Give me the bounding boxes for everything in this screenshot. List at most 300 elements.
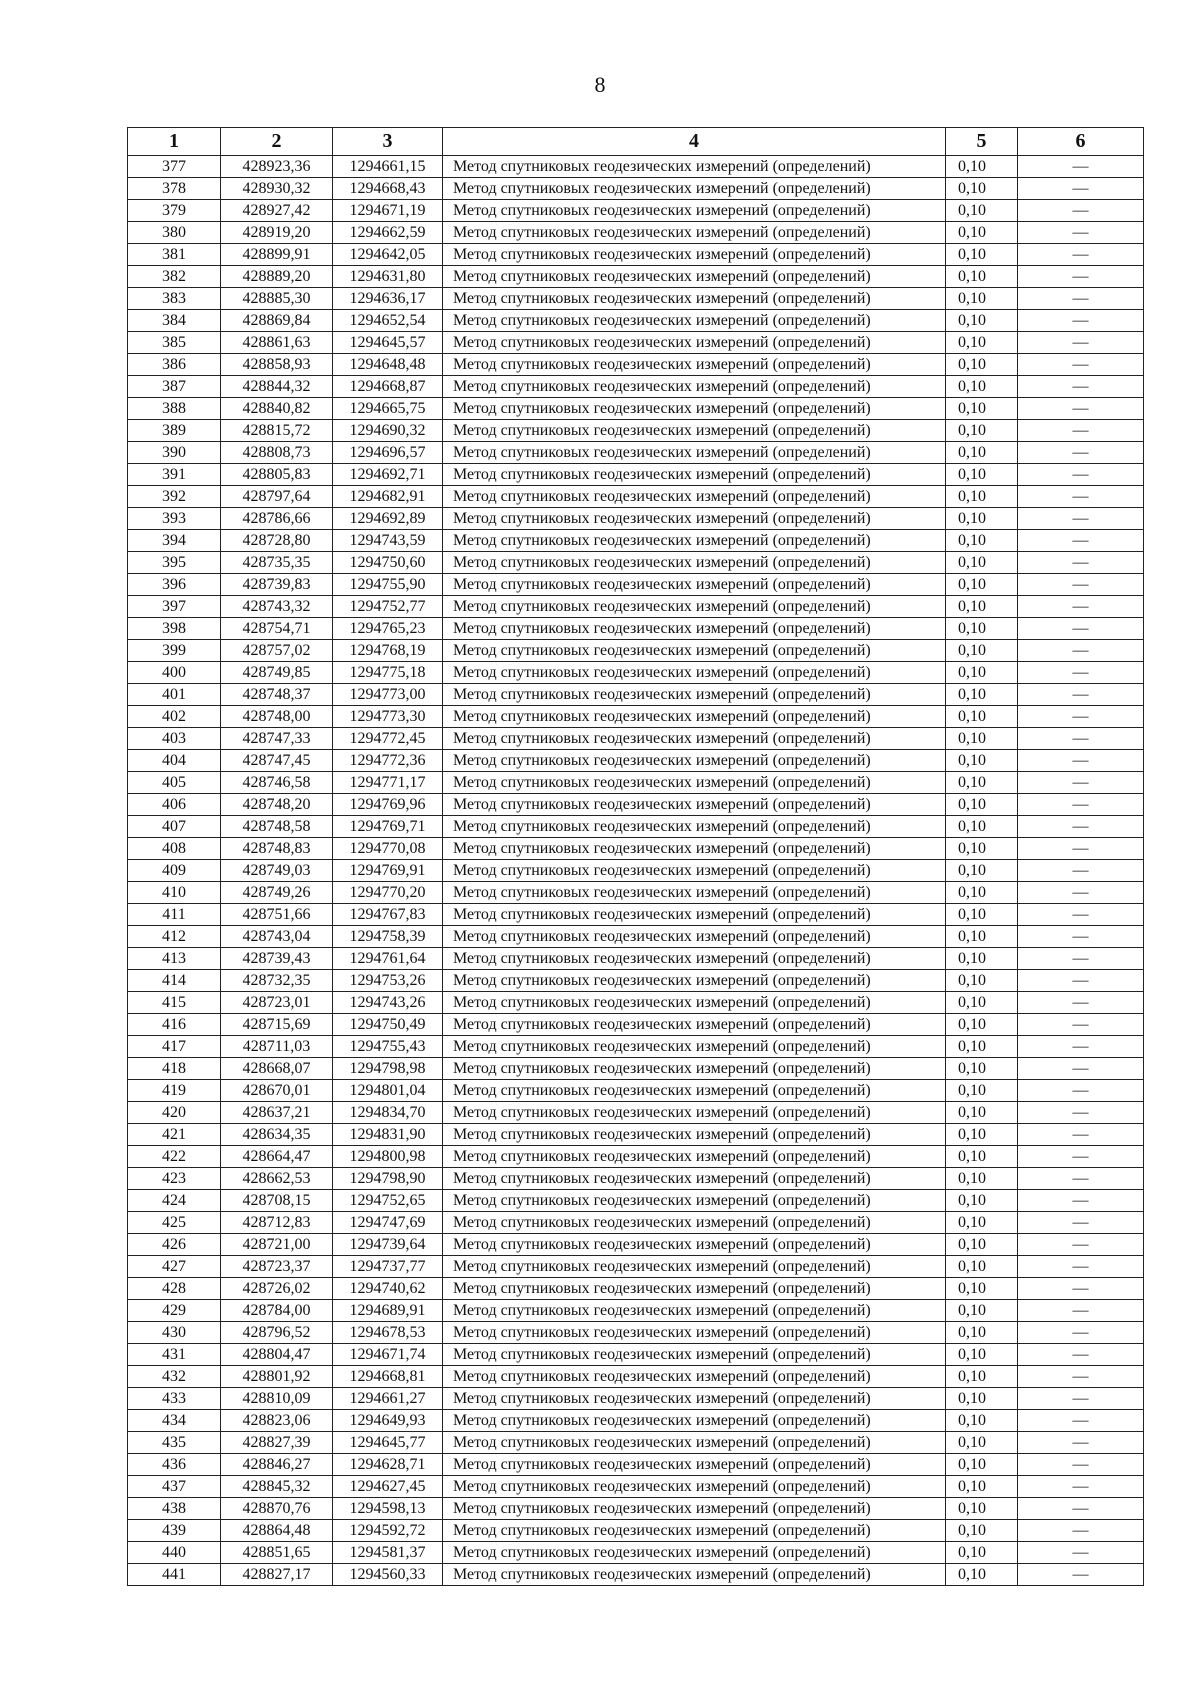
description-cell: — [1018,1366,1144,1388]
accuracy-cell: 0,10 [946,970,1018,992]
method-cell: Метод спутниковых геодезических измерений (определений) [443,222,946,244]
accuracy-cell: 0,10 [946,398,1018,420]
y-coordinate-cell: 1294765,23 [333,618,443,640]
accuracy-cell: 0,10 [946,310,1018,332]
table-row [128,1080,1144,1102]
table-row [128,288,1144,310]
accuracy-cell: 0,10 [946,794,1018,816]
method-cell: Метод спутниковых геодезических измерений (определений) [443,156,946,178]
point-number-cell: 434 [128,1410,221,1432]
table-row [128,420,1144,442]
method-cell: Метод спутниковых геодезических измерений (определений) [443,992,946,1014]
accuracy-cell: 0,10 [946,596,1018,618]
table-body [128,156,1144,1586]
accuracy-cell: 0,10 [946,1564,1018,1586]
x-coordinate-cell: 428748,20 [221,794,333,816]
description-cell: — [1018,1520,1144,1542]
point-number-cell: 438 [128,1498,221,1520]
header-col-4: 4 [443,128,946,156]
description-cell: — [1018,1476,1144,1498]
x-coordinate-cell: 428749,85 [221,662,333,684]
method-cell: Метод спутниковых геодезических измерений (определений) [443,1036,946,1058]
accuracy-cell: 0,10 [946,684,1018,706]
y-coordinate-cell: 1294761,64 [333,948,443,970]
method-cell: Метод спутниковых геодезических измерений (определений) [443,1454,946,1476]
accuracy-cell: 0,10 [946,1278,1018,1300]
point-number-cell: 411 [128,904,221,926]
point-number-cell: 409 [128,860,221,882]
accuracy-cell: 0,10 [946,948,1018,970]
accuracy-cell: 0,10 [946,1344,1018,1366]
table-row [128,1102,1144,1124]
table-row [128,640,1144,662]
description-cell: — [1018,640,1144,662]
y-coordinate-cell: 1294755,43 [333,1036,443,1058]
point-number-cell: 379 [128,200,221,222]
y-coordinate-cell: 1294627,45 [333,1476,443,1498]
table-row [128,376,1144,398]
description-cell: — [1018,1498,1144,1520]
x-coordinate-cell: 428735,35 [221,552,333,574]
table-row [128,904,1144,926]
y-coordinate-cell: 1294773,30 [333,706,443,728]
description-cell: — [1018,1212,1144,1234]
method-cell: Метод спутниковых геодезических измерений (определений) [443,904,946,926]
accuracy-cell: 0,10 [946,442,1018,464]
accuracy-cell: 0,10 [946,1190,1018,1212]
method-cell: Метод спутниковых геодезических измерений (определений) [443,1014,946,1036]
x-coordinate-cell: 428827,17 [221,1564,333,1586]
method-cell: Метод спутниковых геодезических измерений (определений) [443,838,946,860]
header-col-6: 6 [1018,128,1144,156]
y-coordinate-cell: 1294758,39 [333,926,443,948]
x-coordinate-cell: 428786,66 [221,508,333,530]
method-cell: Метод спутниковых геодезических измерений (определений) [443,882,946,904]
table-row [128,222,1144,244]
point-number-cell: 435 [128,1432,221,1454]
method-cell: Метод спутниковых геодезических измерений (определений) [443,772,946,794]
accuracy-cell: 0,10 [946,508,1018,530]
x-coordinate-cell: 428664,47 [221,1146,333,1168]
x-coordinate-cell: 428708,15 [221,1190,333,1212]
x-coordinate-cell: 428930,32 [221,178,333,200]
accuracy-cell: 0,10 [946,1036,1018,1058]
x-coordinate-cell: 428846,27 [221,1454,333,1476]
y-coordinate-cell: 1294798,98 [333,1058,443,1080]
method-cell: Метод спутниковых геодезических измерений (определений) [443,1168,946,1190]
table-row [128,244,1144,266]
point-number-cell: 418 [128,1058,221,1080]
y-coordinate-cell: 1294753,26 [333,970,443,992]
x-coordinate-cell: 428732,35 [221,970,333,992]
method-cell: Метод спутниковых геодезических измерений (определений) [443,1432,946,1454]
table-row [128,398,1144,420]
accuracy-cell: 0,10 [946,1410,1018,1432]
point-number-cell: 401 [128,684,221,706]
description-cell: — [1018,1014,1144,1036]
point-number-cell: 387 [128,376,221,398]
x-coordinate-cell: 428927,42 [221,200,333,222]
accuracy-cell: 0,10 [946,266,1018,288]
description-cell: — [1018,860,1144,882]
description-cell: — [1018,684,1144,706]
accuracy-cell: 0,10 [946,992,1018,1014]
method-cell: Метод спутниковых геодезических измерений (определений) [443,684,946,706]
accuracy-cell: 0,10 [946,332,1018,354]
method-cell: Метод спутниковых геодезических измерений (определений) [443,288,946,310]
table-row [128,794,1144,816]
x-coordinate-cell: 428723,37 [221,1256,333,1278]
point-number-cell: 413 [128,948,221,970]
y-coordinate-cell: 1294750,49 [333,1014,443,1036]
accuracy-cell: 0,10 [946,1014,1018,1036]
table-row [128,838,1144,860]
method-cell: Метод спутниковых геодезических измерений (определений) [443,794,946,816]
x-coordinate-cell: 428801,92 [221,1366,333,1388]
point-number-cell: 410 [128,882,221,904]
point-number-cell: 432 [128,1366,221,1388]
point-number-cell: 414 [128,970,221,992]
x-coordinate-cell: 428784,00 [221,1300,333,1322]
accuracy-cell: 0,10 [946,1080,1018,1102]
description-cell: — [1018,1234,1144,1256]
table-row [128,882,1144,904]
description-cell: — [1018,750,1144,772]
table-header-row [128,128,1144,156]
description-cell: — [1018,838,1144,860]
x-coordinate-cell: 428739,43 [221,948,333,970]
description-cell: — [1018,1542,1144,1564]
y-coordinate-cell: 1294671,19 [333,200,443,222]
table-row [128,200,1144,222]
method-cell: Метод спутниковых геодезических измерений (определений) [443,750,946,772]
method-cell: Метод спутниковых геодезических измерений (определений) [443,310,946,332]
accuracy-cell: 0,10 [946,354,1018,376]
accuracy-cell: 0,10 [946,1520,1018,1542]
x-coordinate-cell: 428804,47 [221,1344,333,1366]
table-row [128,266,1144,288]
y-coordinate-cell: 1294773,00 [333,684,443,706]
point-number-cell: 419 [128,1080,221,1102]
description-cell: — [1018,156,1144,178]
description-cell: — [1018,552,1144,574]
table-row [128,464,1144,486]
y-coordinate-cell: 1294648,48 [333,354,443,376]
description-cell: — [1018,926,1144,948]
table-row [128,662,1144,684]
y-coordinate-cell: 1294772,36 [333,750,443,772]
description-cell: — [1018,948,1144,970]
description-cell: — [1018,376,1144,398]
table-row [128,750,1144,772]
y-coordinate-cell: 1294752,65 [333,1190,443,1212]
method-cell: Метод спутниковых геодезических измерений (определений) [443,1212,946,1234]
method-cell: Метод спутниковых геодезических измерений (определений) [443,640,946,662]
x-coordinate-cell: 428743,32 [221,596,333,618]
x-coordinate-cell: 428751,66 [221,904,333,926]
description-cell: — [1018,486,1144,508]
table-row [128,332,1144,354]
accuracy-cell: 0,10 [946,772,1018,794]
y-coordinate-cell: 1294772,45 [333,728,443,750]
method-cell: Метод спутниковых геодезических измерений (определений) [443,1190,946,1212]
method-cell: Метод спутниковых геодезических измерений (определений) [443,200,946,222]
accuracy-cell: 0,10 [946,1146,1018,1168]
accuracy-cell: 0,10 [946,486,1018,508]
x-coordinate-cell: 428919,20 [221,222,333,244]
y-coordinate-cell: 1294581,37 [333,1542,443,1564]
point-number-cell: 377 [128,156,221,178]
accuracy-cell: 0,10 [946,728,1018,750]
table-row [128,992,1144,1014]
y-coordinate-cell: 1294668,81 [333,1366,443,1388]
point-number-cell: 389 [128,420,221,442]
method-cell: Метод спутниковых геодезических измерений (определений) [443,1564,946,1586]
accuracy-cell: 0,10 [946,1300,1018,1322]
page-number: 8 [594,72,606,97]
y-coordinate-cell: 1294645,77 [333,1432,443,1454]
y-coordinate-cell: 1294798,90 [333,1168,443,1190]
x-coordinate-cell: 428797,64 [221,486,333,508]
table-row [128,1476,1144,1498]
accuracy-cell: 0,10 [946,1212,1018,1234]
y-coordinate-cell: 1294743,59 [333,530,443,552]
point-number-cell: 398 [128,618,221,640]
point-number-cell: 437 [128,1476,221,1498]
table-row [128,310,1144,332]
description-cell: — [1018,728,1144,750]
description-cell: — [1018,904,1144,926]
x-coordinate-cell: 428808,73 [221,442,333,464]
point-number-cell: 416 [128,1014,221,1036]
y-coordinate-cell: 1294671,74 [333,1344,443,1366]
x-coordinate-cell: 428796,52 [221,1322,333,1344]
point-number-cell: 426 [128,1234,221,1256]
description-cell: — [1018,178,1144,200]
table-row [128,1388,1144,1410]
method-cell: Метод спутниковых геодезических измерений (определений) [443,1278,946,1300]
y-coordinate-cell: 1294628,71 [333,1454,443,1476]
y-coordinate-cell: 1294662,59 [333,222,443,244]
point-number-cell: 382 [128,266,221,288]
x-coordinate-cell: 428899,91 [221,244,333,266]
table-row [128,1124,1144,1146]
accuracy-cell: 0,10 [946,706,1018,728]
description-cell: — [1018,816,1144,838]
point-number-cell: 380 [128,222,221,244]
table-row [128,926,1144,948]
accuracy-cell: 0,10 [946,1432,1018,1454]
description-cell: — [1018,772,1144,794]
description-cell: — [1018,222,1144,244]
y-coordinate-cell: 1294769,96 [333,794,443,816]
table-row [128,442,1144,464]
x-coordinate-cell: 428748,58 [221,816,333,838]
point-number-cell: 422 [128,1146,221,1168]
y-coordinate-cell: 1294831,90 [333,1124,443,1146]
y-coordinate-cell: 1294668,87 [333,376,443,398]
accuracy-cell: 0,10 [946,838,1018,860]
x-coordinate-cell: 428844,32 [221,376,333,398]
table-row [128,706,1144,728]
point-number-cell: 417 [128,1036,221,1058]
x-coordinate-cell: 428815,72 [221,420,333,442]
y-coordinate-cell: 1294747,69 [333,1212,443,1234]
y-coordinate-cell: 1294652,54 [333,310,443,332]
y-coordinate-cell: 1294752,77 [333,596,443,618]
y-coordinate-cell: 1294768,19 [333,640,443,662]
y-coordinate-cell: 1294661,27 [333,1388,443,1410]
method-cell: Метод спутниковых геодезических измерений (определений) [443,970,946,992]
description-cell: — [1018,1256,1144,1278]
y-coordinate-cell: 1294560,33 [333,1564,443,1586]
y-coordinate-cell: 1294739,64 [333,1234,443,1256]
description-cell: — [1018,464,1144,486]
method-cell: Метод спутниковых геодезических измерений (определений) [443,926,946,948]
description-cell: — [1018,200,1144,222]
method-cell: Метод спутниковых геодезических измерений (определений) [443,376,946,398]
x-coordinate-cell: 428923,36 [221,156,333,178]
table-row [128,1234,1144,1256]
x-coordinate-cell: 428728,80 [221,530,333,552]
table-row [128,1058,1144,1080]
x-coordinate-cell: 428748,37 [221,684,333,706]
point-number-cell: 439 [128,1520,221,1542]
description-cell: — [1018,970,1144,992]
method-cell: Метод спутниковых геодезических измерений (определений) [443,420,946,442]
description-cell: — [1018,618,1144,640]
description-cell: — [1018,244,1144,266]
method-cell: Метод спутниковых геодезических измерений (определений) [443,508,946,530]
x-coordinate-cell: 428712,83 [221,1212,333,1234]
table-row [128,684,1144,706]
table-row [128,178,1144,200]
y-coordinate-cell: 1294636,17 [333,288,443,310]
accuracy-cell: 0,10 [946,1058,1018,1080]
x-coordinate-cell: 428858,93 [221,354,333,376]
accuracy-cell: 0,10 [946,1498,1018,1520]
y-coordinate-cell: 1294678,53 [333,1322,443,1344]
x-coordinate-cell: 428739,83 [221,574,333,596]
y-coordinate-cell: 1294631,80 [333,266,443,288]
point-number-cell: 385 [128,332,221,354]
y-coordinate-cell: 1294801,04 [333,1080,443,1102]
x-coordinate-cell: 428805,83 [221,464,333,486]
point-number-cell: 392 [128,486,221,508]
x-coordinate-cell: 428637,21 [221,1102,333,1124]
point-number-cell: 406 [128,794,221,816]
description-cell: — [1018,1410,1144,1432]
point-number-cell: 405 [128,772,221,794]
table-row [128,1322,1144,1344]
accuracy-cell: 0,10 [946,1102,1018,1124]
description-cell: — [1018,1278,1144,1300]
point-number-cell: 433 [128,1388,221,1410]
point-number-cell: 400 [128,662,221,684]
description-cell: — [1018,332,1144,354]
y-coordinate-cell: 1294769,71 [333,816,443,838]
x-coordinate-cell: 428715,69 [221,1014,333,1036]
y-coordinate-cell: 1294692,71 [333,464,443,486]
x-coordinate-cell: 428726,02 [221,1278,333,1300]
accuracy-cell: 0,10 [946,1322,1018,1344]
method-cell: Метод спутниковых геодезических измерений (определений) [443,332,946,354]
table-row [128,1454,1144,1476]
y-coordinate-cell: 1294750,60 [333,552,443,574]
description-cell: — [1018,442,1144,464]
method-cell: Метод спутниковых геодезических измерений (определений) [443,1102,946,1124]
x-coordinate-cell: 428827,39 [221,1432,333,1454]
table-row [128,1168,1144,1190]
point-number-cell: 386 [128,354,221,376]
method-cell: Метод спутниковых геодезических измерений (определений) [443,1146,946,1168]
accuracy-cell: 0,10 [946,640,1018,662]
accuracy-cell: 0,10 [946,156,1018,178]
description-cell: — [1018,398,1144,420]
method-cell: Метод спутниковых геодезических измерений (определений) [443,530,946,552]
table-row [128,1190,1144,1212]
x-coordinate-cell: 428747,45 [221,750,333,772]
y-coordinate-cell: 1294668,43 [333,178,443,200]
accuracy-cell: 0,10 [946,1234,1018,1256]
method-cell: Метод спутниковых геодезических измерений (определений) [443,552,946,574]
header-col-1: 1 [128,128,221,156]
table-row [128,156,1144,178]
method-cell: Метод спутниковых геодезических измерений (определений) [443,706,946,728]
x-coordinate-cell: 428711,03 [221,1036,333,1058]
table-row [128,574,1144,596]
accuracy-cell: 0,10 [946,926,1018,948]
description-cell: — [1018,1036,1144,1058]
method-cell: Метод спутниковых геодезических измерений (определений) [443,618,946,640]
y-coordinate-cell: 1294692,89 [333,508,443,530]
accuracy-cell: 0,10 [946,1168,1018,1190]
description-cell: — [1018,1146,1144,1168]
accuracy-cell: 0,10 [946,750,1018,772]
table-row [128,970,1144,992]
point-number-cell: 381 [128,244,221,266]
table-row [128,508,1144,530]
table-row [128,1564,1144,1586]
x-coordinate-cell: 428746,58 [221,772,333,794]
y-coordinate-cell: 1294690,32 [333,420,443,442]
method-cell: Метод спутниковых геодезических измерений (определений) [443,1080,946,1102]
point-number-cell: 440 [128,1542,221,1564]
point-number-cell: 394 [128,530,221,552]
method-cell: Метод спутниковых геодезических измерений (определений) [443,948,946,970]
table-row [128,948,1144,970]
point-number-cell: 390 [128,442,221,464]
y-coordinate-cell: 1294682,91 [333,486,443,508]
x-coordinate-cell: 428861,63 [221,332,333,354]
description-cell: — [1018,706,1144,728]
header-col-5: 5 [946,128,1018,156]
point-number-cell: 388 [128,398,221,420]
accuracy-cell: 0,10 [946,1454,1018,1476]
y-coordinate-cell: 1294737,77 [333,1256,443,1278]
method-cell: Метод спутниковых геодезических измерений (определений) [443,1410,946,1432]
method-cell: Метод спутниковых геодезических измерений (определений) [443,398,946,420]
point-number-cell: 395 [128,552,221,574]
method-cell: Метод спутниковых геодезических измерений (определений) [443,1476,946,1498]
point-number-cell: 384 [128,310,221,332]
y-coordinate-cell: 1294665,75 [333,398,443,420]
description-cell: — [1018,288,1144,310]
description-cell: — [1018,1388,1144,1410]
description-cell: — [1018,1432,1144,1454]
method-cell: Метод спутниковых геодезических измерений (определений) [443,1366,946,1388]
description-cell: — [1018,1058,1144,1080]
